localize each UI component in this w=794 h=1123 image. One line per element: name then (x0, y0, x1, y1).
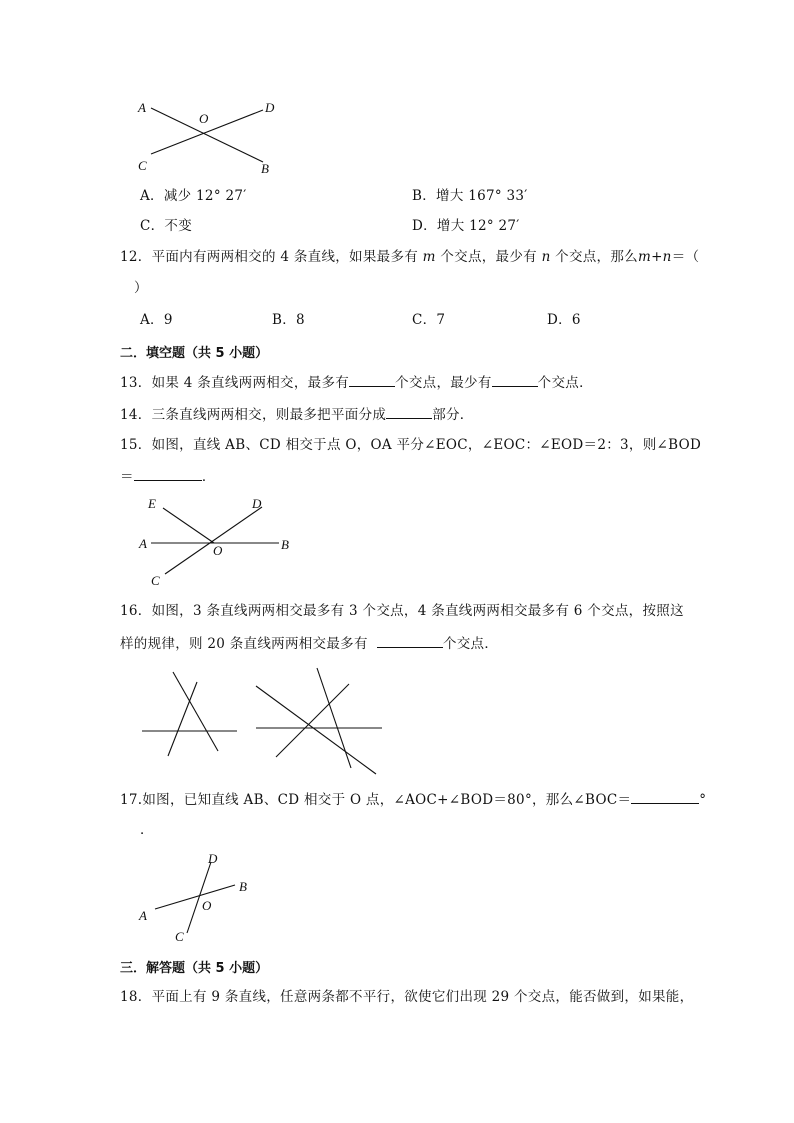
q13-text-c: 个交点． (537, 375, 593, 391)
three-lines-right (173, 672, 218, 751)
q17-question-line1 (120, 790, 706, 809)
q15-figure (135, 492, 305, 592)
q12-question (120, 248, 699, 266)
q16-text-a: 样的规律，则 20 条直线两两相交最多有 (120, 636, 368, 652)
q11-option-d: D．增大 12° 27′ (412, 218, 520, 234)
label-d: D (265, 100, 275, 115)
q12-option-d: D．6 (547, 312, 581, 328)
q13-question (120, 373, 593, 392)
q17-text-b: ° (699, 792, 707, 808)
q14-blank[interactable] (386, 405, 432, 419)
q14-text-b: 部分． (432, 407, 474, 423)
q15-text-b: ． (201, 469, 216, 485)
label-c: C (151, 573, 160, 588)
q16-blank[interactable] (377, 634, 443, 648)
q16-question-line1: 16．如图，3 条直线两两相交最多有 3 个交点，4 条直线两两相交最多有 6 个交点，按照这 (120, 603, 684, 619)
label-o: O (199, 111, 209, 126)
q17-text-a: 17.如图，已知直线 AB、CD 相交于 O 点，∠AOC+∠BOD＝80°，那么∠BOC＝ (120, 792, 632, 808)
q15-blank[interactable] (134, 467, 202, 481)
q18-question: 18．平面上有 9 条直线，任意两条都不平行，欲使它们出现 29 个交点，能否做到，如果能， (120, 989, 694, 1005)
q13-text-b: 个交点，最少有 (395, 375, 492, 391)
four-lines-steep (317, 668, 351, 768)
q15-question-line2 (120, 467, 216, 486)
label-c: C (138, 158, 147, 173)
q15-text-a: ＝ (120, 469, 134, 485)
three-lines-left (168, 682, 197, 756)
q12-text-a: 12．平面内有两两相交的 4 条直线，如果最多有 (120, 249, 419, 265)
q17-figure (135, 848, 275, 948)
q16-text-b: 个交点． (442, 636, 499, 652)
q12-text-d: ＝（ (671, 249, 700, 265)
q12-text-c: 个交点，那么 (555, 249, 638, 265)
q11-option-c: C．不变 (140, 218, 193, 234)
q12-var-n: n (541, 249, 551, 265)
q15-question-line1: 15．如图，直线 AB、CD 相交于点 O，OA 平分∠EOC，∠EOC：∠EOD＝2：3，则∠BOD (120, 437, 702, 453)
q11-figure (135, 98, 285, 178)
label-b: B (281, 537, 289, 552)
q16-figure (135, 665, 395, 780)
line-eo (163, 508, 214, 543)
q16-question-line2 (120, 634, 498, 653)
q13-blank-2[interactable] (492, 373, 538, 387)
q14-text-a: 14．三条直线两两相交，则最多把平面分成 (120, 407, 387, 423)
q12-text-b: 个交点，最少有 (440, 249, 537, 265)
label-a: A (138, 100, 146, 115)
label-d: D (252, 496, 262, 511)
q12-option-b: B．8 (272, 312, 305, 328)
label-b: B (239, 879, 247, 894)
q13-text-a: 13．如果 4 条直线两两相交，最多有 (120, 375, 350, 391)
q12-line2: ） (134, 280, 148, 296)
q17-question-line2: ． (140, 822, 154, 838)
label-a: A (139, 536, 147, 551)
section-answer-title: 三．解答题（共 5 小题） (120, 961, 269, 976)
section-fill-blank-title: 二．填空题（共 5 小题） (120, 346, 269, 361)
q12-var-m: m (422, 249, 436, 265)
q12-var-mn: m+n (637, 249, 672, 265)
label-a: A (139, 908, 147, 923)
label-o: O (202, 898, 212, 913)
four-lines-falling (256, 686, 376, 774)
line-cd (165, 507, 262, 574)
q11-option-b: B．增大 167° 33′ (412, 188, 528, 204)
label-b: B (261, 161, 269, 176)
line-ab (155, 885, 235, 909)
q11-option-a: A．减少 12° 27′ (140, 188, 247, 204)
q12-option-c: C．7 (412, 312, 446, 328)
label-e: E (148, 496, 156, 511)
q13-blank-1[interactable] (349, 373, 395, 387)
q12-option-a: A．9 (140, 312, 173, 328)
label-d: D (208, 851, 218, 866)
label-o: O (213, 543, 223, 558)
q14-question (120, 405, 474, 424)
label-c: C (175, 929, 184, 944)
q17-blank[interactable] (631, 790, 699, 804)
